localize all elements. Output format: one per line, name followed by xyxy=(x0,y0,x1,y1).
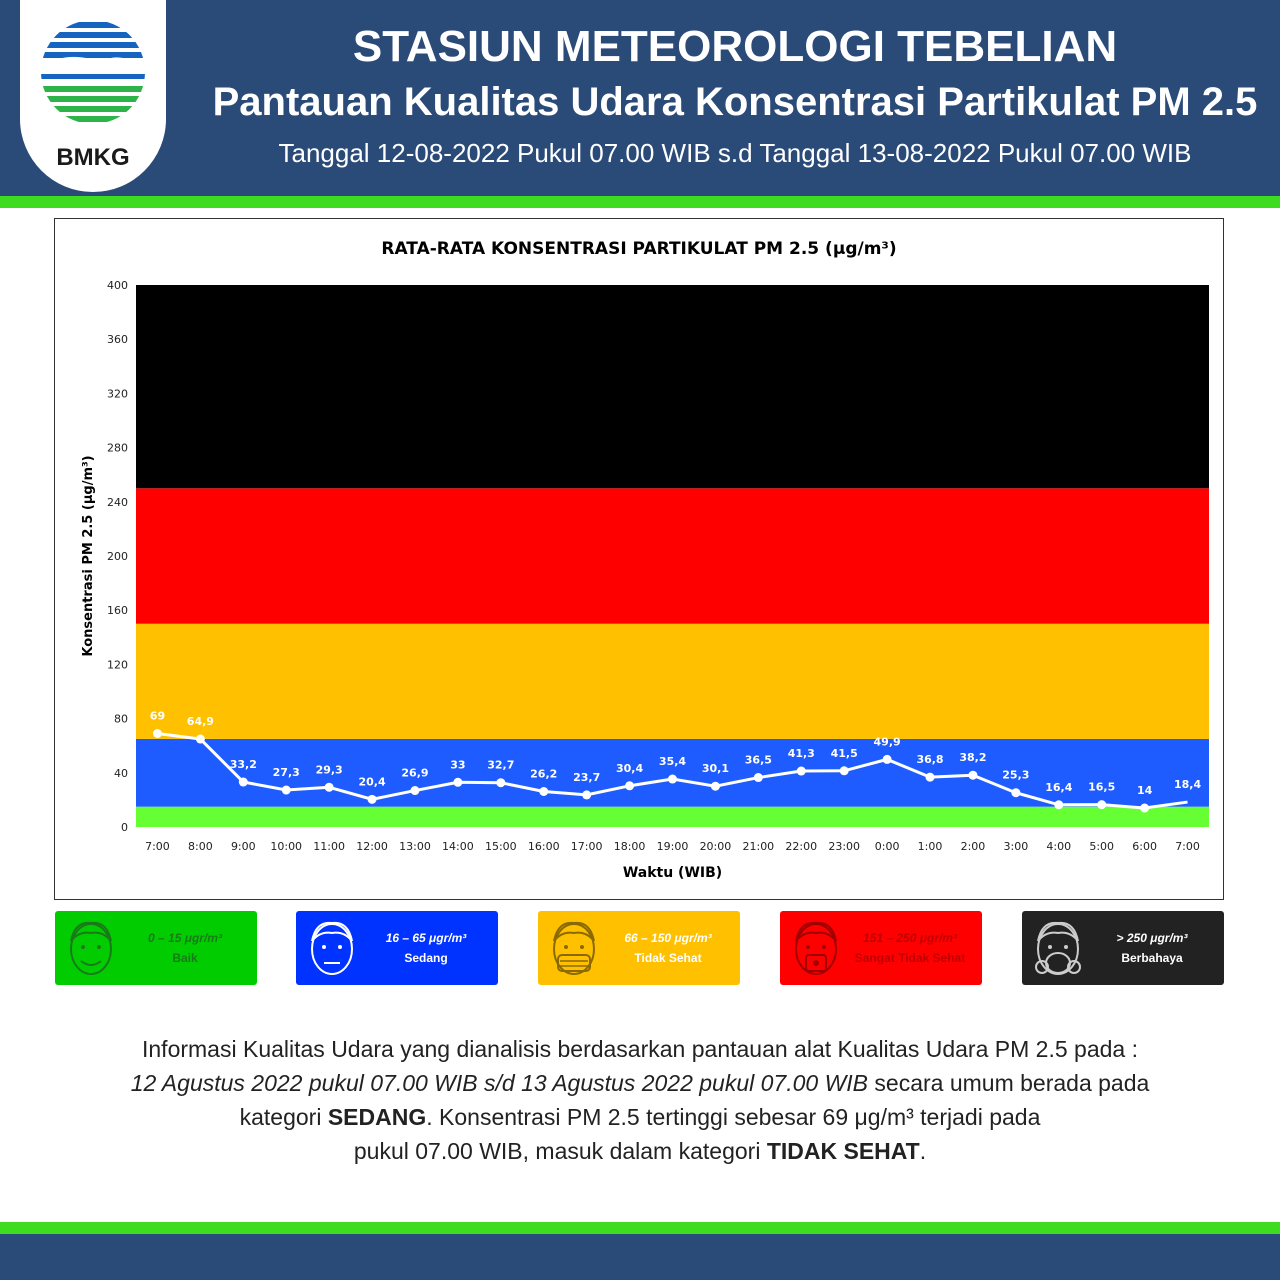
data-point xyxy=(196,735,205,744)
legend-card-2 xyxy=(538,911,740,985)
data-label: 41,5 xyxy=(830,746,858,760)
x-tick-label: 20:00 xyxy=(699,840,732,853)
category-band-4 xyxy=(136,285,1209,488)
data-label: 33 xyxy=(450,758,466,772)
y-tick-label: 360 xyxy=(107,333,128,347)
legend-label: Berbahaya xyxy=(1121,951,1183,965)
data-label: 32,7 xyxy=(487,758,515,772)
y-tick-label: 280 xyxy=(107,441,128,455)
data-label: 30,1 xyxy=(701,762,729,776)
data-point xyxy=(926,773,935,782)
category-band-0 xyxy=(136,807,1209,827)
x-tick-label: 10:00 xyxy=(270,840,303,853)
x-tick-label: 17:00 xyxy=(570,840,603,853)
data-label: 38,2 xyxy=(959,751,987,765)
masked-face-icon xyxy=(544,917,604,984)
category-band-3 xyxy=(136,488,1209,624)
info-line-3-pre: kategori xyxy=(239,1104,328,1130)
data-label: 49,9 xyxy=(873,735,901,749)
data-point xyxy=(711,782,720,791)
data-label: 64,9 xyxy=(186,715,214,729)
data-point xyxy=(883,755,892,764)
x-tick-label: 7:00 xyxy=(1175,840,1200,853)
x-tick-label: 8:00 xyxy=(188,840,213,853)
data-label: 23,7 xyxy=(573,770,601,784)
data-label: 16,5 xyxy=(1088,780,1116,794)
legend-range: 66 – 150 μgr/m³ xyxy=(624,931,712,945)
x-tick-label: 2:00 xyxy=(960,840,986,853)
info-period: 12 Agustus 2022 pukul 07.00 WIB s/d 13 Agustus 2022 pukul 07.00 WIB xyxy=(130,1070,869,1096)
data-label: 36,8 xyxy=(916,753,944,767)
legend-card-3 xyxy=(780,911,982,985)
legend-range: 151 – 250 μgr/m³ xyxy=(863,931,957,945)
data-point xyxy=(496,778,505,787)
pm25-line-chart xyxy=(54,218,1224,900)
legend-range: > 250 μgr/m³ xyxy=(1116,931,1188,945)
info-line-4-end: . xyxy=(919,1138,927,1164)
data-point xyxy=(1097,800,1106,809)
smiling-face-icon xyxy=(61,917,121,984)
data-label: 18,4 xyxy=(1173,778,1202,792)
header-accent-strip xyxy=(0,196,1280,208)
x-axis-label: Waktu (WIB) xyxy=(622,865,723,881)
info-line-3 xyxy=(40,1100,1240,1134)
info-line-3-rest: . Konsentrasi PM 2.5 tertinggi sebesar 69 μg/m³ terjadi pada xyxy=(426,1104,1041,1130)
data-label: 69 xyxy=(149,709,166,723)
x-tick-label: 22:00 xyxy=(785,840,818,853)
x-tick-label: 19:00 xyxy=(656,840,689,853)
x-tick-label: 23:00 xyxy=(828,840,861,853)
y-tick-label: 0 xyxy=(121,821,128,834)
data-label: 36,5 xyxy=(744,753,772,767)
gas-mask-face-icon xyxy=(1028,917,1088,984)
info-category-sedang: SEDANG xyxy=(327,1104,427,1130)
info-line-2 xyxy=(40,1066,1240,1100)
info-line-1: Informasi Kualitas Udara yang dianalisis berdasarkan pantauan alat Kualitas Udara PM 2.5 pada : xyxy=(142,1036,1138,1062)
legend-label: Sangat Tidak Sehat xyxy=(854,951,966,965)
x-tick-label: 4:00 xyxy=(1046,840,1072,853)
data-label: 41,3 xyxy=(787,747,815,761)
x-tick-label: 14:00 xyxy=(442,840,474,853)
footer-bar xyxy=(0,1234,1280,1280)
data-point xyxy=(325,783,334,792)
data-label: 20,4 xyxy=(358,775,386,789)
legend-range: 16 – 65 μgr/m³ xyxy=(385,931,467,945)
data-label: 14 xyxy=(1136,784,1153,798)
x-tick-label: 12:00 xyxy=(356,840,388,853)
data-point xyxy=(410,786,419,795)
data-point xyxy=(153,729,162,738)
logo-text: BMKG xyxy=(56,144,130,171)
data-point xyxy=(453,778,462,787)
legend-card-0 xyxy=(55,911,257,985)
x-tick-label: 0:00 xyxy=(874,840,900,853)
data-point xyxy=(1011,788,1020,797)
info-category-tidak-sehat: TIDAK SEHAT xyxy=(766,1138,920,1164)
data-label: 29,3 xyxy=(315,763,343,777)
y-tick-label: 200 xyxy=(107,550,128,563)
x-tick-label: 7:00 xyxy=(145,840,170,853)
data-point xyxy=(754,773,763,782)
info-line-4 xyxy=(40,1134,1240,1168)
date-range: Tanggal 12-08-2022 Pukul 07.00 WIB s.d Tanggal 13-08-2022 Pukul 07.00 WIB xyxy=(278,138,1192,168)
x-tick-label: 18:00 xyxy=(613,840,646,853)
data-label: 26,2 xyxy=(530,767,558,781)
bmkg-logo xyxy=(20,0,166,192)
y-tick-label: 320 xyxy=(107,387,128,401)
y-tick-label: 400 xyxy=(107,279,128,292)
neutral-face-icon xyxy=(302,917,362,984)
station-title: STASIUN METEOROLOGI TEBELIAN xyxy=(352,22,1118,71)
y-tick-label: 240 xyxy=(107,495,128,509)
bmkg-emblem-icon xyxy=(20,0,166,140)
x-tick-label: 5:00 xyxy=(1089,840,1115,853)
data-label: 35,4 xyxy=(658,755,687,769)
category-band-2 xyxy=(136,624,1209,739)
data-point xyxy=(239,778,248,787)
info-paragraph xyxy=(40,1032,1240,1168)
legend-label: Tidak Sehat xyxy=(634,951,702,965)
y-tick-label: 120 xyxy=(107,658,128,672)
x-tick-label: 11:00 xyxy=(313,840,345,853)
legend-card-4 xyxy=(1022,911,1224,985)
info-line-2-rest: secara umum berada pada xyxy=(868,1070,1150,1096)
y-tick-label: 80 xyxy=(114,712,128,726)
y-tick-label: 160 xyxy=(107,604,128,618)
legend-label: Baik xyxy=(172,951,198,965)
data-label: 26,9 xyxy=(401,766,429,780)
data-point xyxy=(1140,804,1149,813)
data-label: 25,3 xyxy=(1002,768,1030,782)
y-axis-label: Konsentrasi PM 2.5 (μg/m³) xyxy=(81,455,96,657)
x-tick-label: 6:00 xyxy=(1132,840,1157,853)
x-tick-label: 21:00 xyxy=(742,840,775,853)
data-label: 33,2 xyxy=(229,758,257,772)
data-point xyxy=(582,790,591,799)
x-tick-label: 3:00 xyxy=(1003,840,1029,853)
page-subtitle: Pantauan Kualitas Udara Konsentrasi Partikulat PM 2.5 xyxy=(212,80,1258,124)
data-label: 30,4 xyxy=(616,761,644,775)
legend-label: Sedang xyxy=(404,951,448,965)
data-point xyxy=(797,767,806,776)
data-point xyxy=(1054,800,1063,809)
x-tick-label: 15:00 xyxy=(484,840,517,853)
x-tick-label: 9:00 xyxy=(230,840,256,853)
data-label: 27,3 xyxy=(272,766,300,780)
data-point xyxy=(282,786,291,795)
x-tick-label: 16:00 xyxy=(527,840,560,853)
data-point xyxy=(625,781,634,790)
info-line-4-pre: pukul 07.00 WIB, masuk dalam kategori xyxy=(353,1138,767,1164)
data-label: 16,4 xyxy=(1045,780,1073,794)
respirator-face-icon xyxy=(786,917,846,984)
chart-title: RATA-RATA KONSENTRASI PARTIKULAT PM 2.5 (μg/m³) xyxy=(381,239,897,259)
legend-range: 0 – 15 μgr/m³ xyxy=(148,931,222,945)
data-point xyxy=(668,775,677,784)
y-tick-label: 40 xyxy=(114,766,128,780)
data-point xyxy=(368,795,377,804)
data-point xyxy=(840,766,849,775)
x-tick-label: 13:00 xyxy=(399,840,431,853)
data-point xyxy=(968,771,977,780)
legend-card-1 xyxy=(296,911,498,985)
x-tick-label: 1:00 xyxy=(917,840,943,853)
data-point xyxy=(539,787,548,796)
footer-accent-strip xyxy=(0,1222,1280,1234)
